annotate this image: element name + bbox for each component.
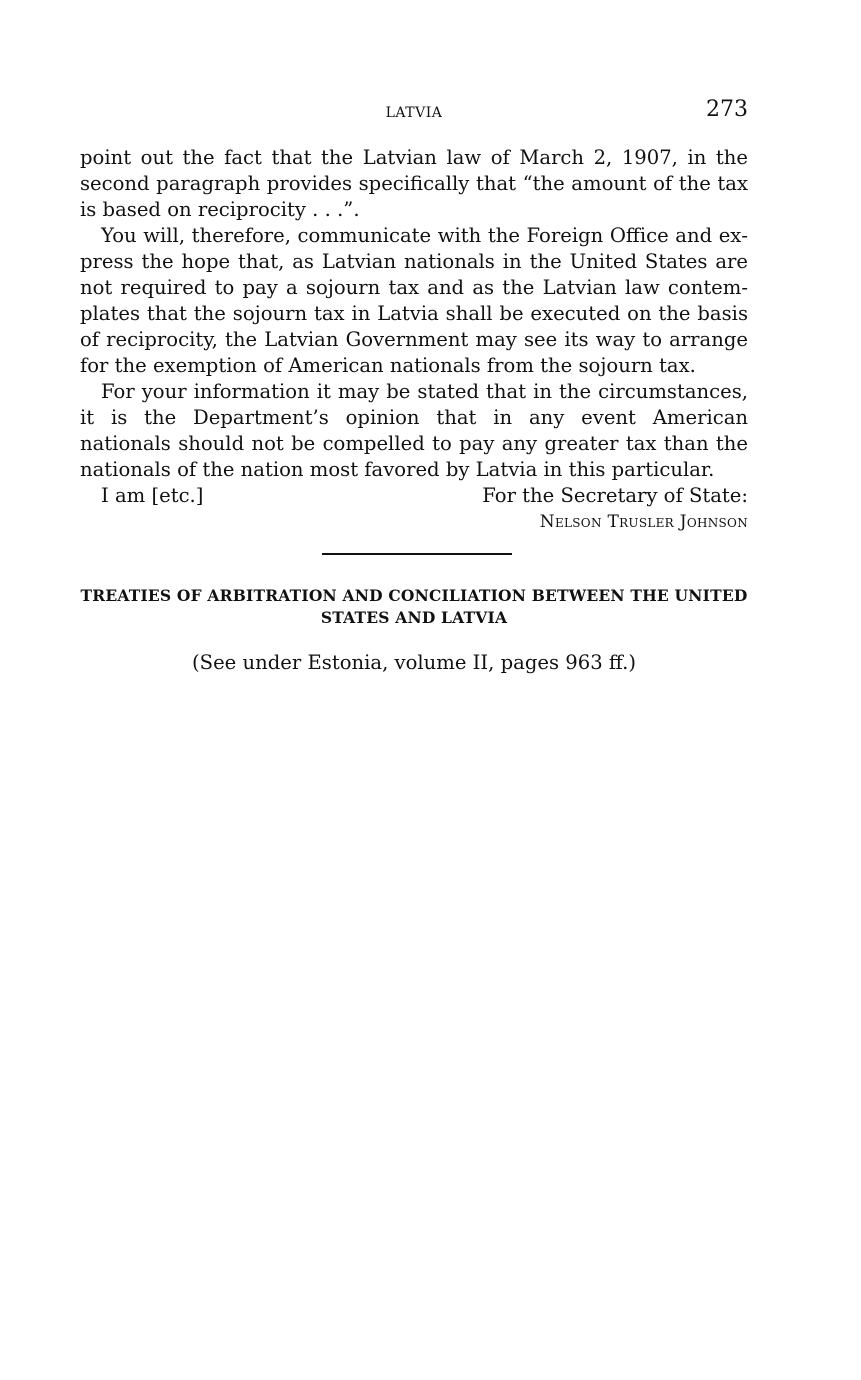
closing-line [80,483,748,509]
running-title: LATVIA [385,105,443,121]
signature-line: For the Secretary of State: [482,484,748,507]
running-head [80,97,748,127]
signatory-name: Nelson Trusler Johnson [539,512,748,532]
paragraph-communicate: You will, therefore, communicate with the Foreign Office and express the hope that, as Latvian nationals in the United States are not required to pay a sojourn tax and as the Latvian law contemplates that the sojourn tax in Latvia shall be executed on the basis of reciprocity, the Latvian Government may see its way to arrange for the exemption of American nationals from the sojourn tax. [80,224,748,377]
cross-reference: (See under Estonia, volume II, pages 963 ff.) [192,651,636,674]
section-divider [322,553,512,555]
letter-body [80,145,748,535]
page-number: 273 [706,97,748,122]
section-heading: TREATIES OF ARBITRATION AND CONCILIATION BETWEEN THE UNITED STATES AND LATVIA [80,586,748,627]
complimentary-close: I am [etc.] [101,484,204,507]
paragraph-continuation: point out the fact that the Latvian law of March 2, 1907, in the second paragraph provides specifically that “the amount of the tax is based on reciprocity . . .”. [80,146,748,221]
paragraph-information: For your information it may be stated that in the circumstances, it is the Department’s opinion that in any event American nationals should not be compelled to pay any greater tax than the nationals of the nation most favored by Latvia in this particular. [80,380,748,481]
